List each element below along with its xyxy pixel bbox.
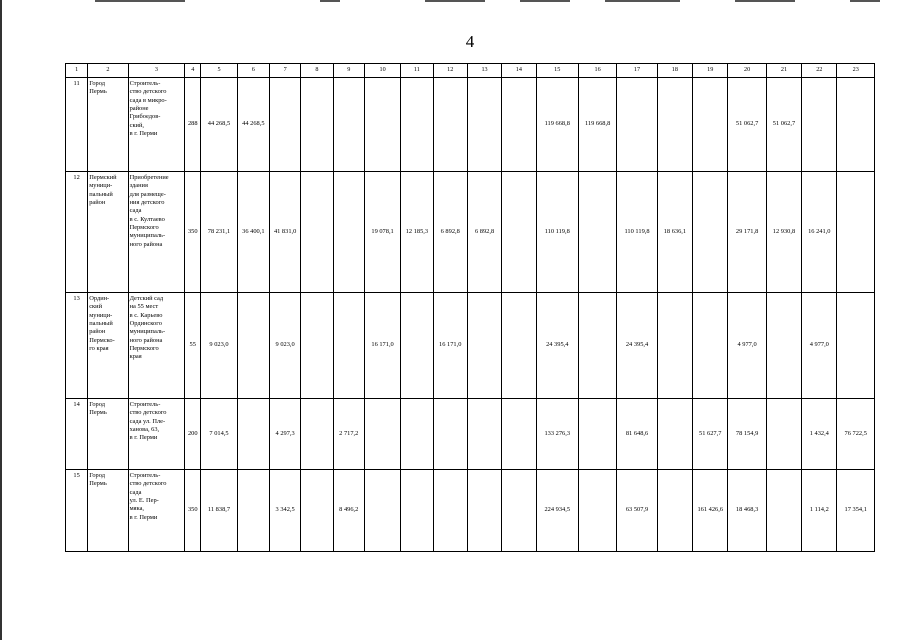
value-cell [467, 78, 501, 172]
object-line: ство детского [129, 88, 167, 96]
object-line: районе [129, 104, 149, 112]
value-cell [401, 293, 433, 399]
value-cell: 78 231,1 [201, 172, 237, 293]
object-line: ство детского [129, 409, 167, 417]
value-cell: 81 648,6 [617, 399, 657, 470]
value-cell [578, 399, 616, 470]
row-number: 13 [66, 293, 88, 399]
object-line: на 55 мест [129, 303, 159, 311]
value-cell [467, 293, 501, 399]
value-cell [693, 293, 728, 399]
object-line: здания [129, 182, 148, 190]
value-cell [502, 470, 536, 552]
object-line: Строитель- [129, 401, 161, 408]
column-header: 19 [693, 64, 728, 78]
value-cell: 41 831,0 [269, 172, 300, 293]
value-cell [502, 293, 536, 399]
object-cell [128, 172, 185, 293]
value-cell [657, 78, 692, 172]
value-cell [467, 470, 501, 552]
page-number: 4 [465, 32, 475, 51]
value-cell [837, 78, 875, 172]
object-line: сада ул. Пле- [129, 417, 166, 425]
value-cell [433, 399, 467, 470]
scan-artifact-top [0, 0, 905, 3]
column-header: 22 [802, 64, 837, 78]
municipality-cell [88, 172, 128, 293]
table-row [66, 470, 875, 552]
object-line: ного района [129, 240, 163, 248]
object-cell [128, 470, 185, 552]
column-header: 4 [185, 64, 201, 78]
value-cell: 119 668,8 [578, 78, 616, 172]
municipality-cell [88, 78, 128, 172]
object-line: Грибоедов- [129, 113, 161, 121]
value-cell [333, 293, 364, 399]
scan-artifact-left [0, 0, 2, 640]
object-line: Детский сад [129, 295, 164, 302]
column-header: 23 [837, 64, 875, 78]
object-line: Строитель- [129, 472, 161, 479]
value-cell [364, 78, 400, 172]
value-cell: 11 838,7 [201, 470, 237, 552]
row-number: 11 [66, 78, 88, 172]
value-cell [333, 172, 364, 293]
column-header: 7 [269, 64, 300, 78]
value-cell [269, 78, 300, 172]
municipality-line: муници- [89, 311, 113, 319]
municipality-cell [88, 470, 128, 552]
object-line: в с. Карьево [129, 311, 163, 319]
value-cell: 44 268,5 [237, 78, 269, 172]
value-cell: 110 119,8 [617, 172, 657, 293]
value-cell [301, 399, 333, 470]
object-line: в г. Перми [129, 513, 158, 521]
value-cell [502, 78, 536, 172]
value-cell [237, 293, 269, 399]
value-cell [364, 399, 400, 470]
value-cell: 51 062,7 [766, 78, 801, 172]
column-header: 9 [333, 64, 364, 78]
value-cell: 51 062,7 [728, 78, 766, 172]
row-number: 14 [66, 399, 88, 470]
value-cell: 18 636,1 [657, 172, 692, 293]
value-cell: 55 [185, 293, 201, 399]
column-header: 11 [401, 64, 433, 78]
value-cell: 63 507,9 [617, 470, 657, 552]
value-cell [837, 172, 875, 293]
municipality-line: пальный [89, 190, 113, 198]
value-cell: 6 892,8 [433, 172, 467, 293]
value-cell [237, 470, 269, 552]
object-line: муниципаль- [129, 232, 166, 240]
object-line: мяка, [129, 505, 145, 513]
object-line: края [129, 353, 142, 361]
value-cell: 3 342,5 [269, 470, 300, 552]
municipality-line: район [89, 198, 106, 206]
value-cell [766, 399, 801, 470]
value-cell [433, 470, 467, 552]
table-row [66, 172, 875, 293]
column-header: 3 [128, 64, 185, 78]
value-cell: 44 268,5 [201, 78, 237, 172]
object-line: ного района [129, 336, 163, 344]
value-cell [502, 399, 536, 470]
value-cell: 133 276,3 [536, 399, 578, 470]
value-cell: 1 432,4 [802, 399, 837, 470]
object-line: Приобретение [129, 174, 169, 181]
municipality-line: Город [89, 80, 106, 87]
value-cell: 350 [185, 470, 201, 552]
column-header: 12 [433, 64, 467, 78]
value-cell: 51 627,7 [693, 399, 728, 470]
value-cell: 12 930,8 [766, 172, 801, 293]
value-cell [837, 293, 875, 399]
municipality-line: го края [89, 344, 109, 352]
value-cell: 110 119,8 [536, 172, 578, 293]
value-cell: 288 [185, 78, 201, 172]
value-cell: 1 114,2 [802, 470, 837, 552]
value-cell: 12 185,3 [401, 172, 433, 293]
column-header: 8 [301, 64, 333, 78]
municipality-line: муници- [89, 182, 113, 190]
object-line: в г. Перми [129, 434, 158, 442]
value-cell: 16 171,0 [364, 293, 400, 399]
column-header: 15 [536, 64, 578, 78]
municipality-line: Пермь [89, 409, 107, 417]
value-cell [578, 172, 616, 293]
object-cell [128, 78, 185, 172]
value-cell [301, 293, 333, 399]
data-table [65, 63, 875, 552]
municipality-line: Город [89, 401, 106, 408]
value-cell: 4 297,3 [269, 399, 300, 470]
value-cell [301, 78, 333, 172]
municipality-line: Город [89, 472, 106, 479]
value-cell [657, 399, 692, 470]
value-cell: 9 023,0 [269, 293, 300, 399]
value-cell [693, 78, 728, 172]
object-line: Ординского [129, 319, 162, 327]
value-cell [401, 470, 433, 552]
value-cell: 16 241,0 [802, 172, 837, 293]
value-cell: 161 426,6 [693, 470, 728, 552]
column-header: 17 [617, 64, 657, 78]
value-cell: 18 468,3 [728, 470, 766, 552]
value-cell [301, 172, 333, 293]
municipality-line: Пермь [89, 88, 107, 96]
value-cell [502, 172, 536, 293]
row-number: 12 [66, 172, 88, 293]
object-line: Пермского [129, 344, 159, 352]
column-header: 1 [66, 64, 88, 78]
value-cell: 24 395,4 [617, 293, 657, 399]
value-cell: 200 [185, 399, 201, 470]
value-cell [401, 399, 433, 470]
value-cell: 350 [185, 172, 201, 293]
object-line: Пермского [129, 223, 159, 231]
header-row [66, 64, 875, 78]
column-header: 6 [237, 64, 269, 78]
municipality-line: ский [89, 303, 103, 311]
column-header: 5 [201, 64, 237, 78]
value-cell [364, 470, 400, 552]
column-header: 18 [657, 64, 692, 78]
object-line: для размеще- [129, 190, 166, 198]
value-cell: 4 977,0 [802, 293, 837, 399]
value-cell [433, 78, 467, 172]
value-cell: 8 496,2 [333, 470, 364, 552]
value-cell [237, 399, 269, 470]
value-cell [657, 470, 692, 552]
column-header: 20 [728, 64, 766, 78]
table-row [66, 399, 875, 470]
column-header: 21 [766, 64, 801, 78]
object-line: сада в микро- [129, 96, 167, 104]
municipality-line: Пермь [89, 480, 107, 488]
object-line: сада [129, 488, 142, 496]
value-cell [617, 78, 657, 172]
value-cell: 2 717,2 [333, 399, 364, 470]
value-cell: 19 078,1 [364, 172, 400, 293]
table-row [66, 293, 875, 399]
object-line: ство детского [129, 480, 167, 488]
value-cell [657, 293, 692, 399]
object-line: ул. Е. Пер- [129, 496, 159, 504]
value-cell: 76 722,5 [837, 399, 875, 470]
value-cell: 6 892,8 [467, 172, 501, 293]
column-header: 2 [88, 64, 128, 78]
municipality-cell [88, 399, 128, 470]
value-cell: 24 395,4 [536, 293, 578, 399]
municipality-line: район [89, 328, 106, 336]
value-cell [578, 293, 616, 399]
municipality-line: Ордин- [89, 295, 110, 302]
object-line: ханова, 63, [129, 425, 160, 433]
object-line: муниципаль- [129, 328, 166, 336]
column-header: 13 [467, 64, 501, 78]
value-cell [467, 399, 501, 470]
value-cell: 29 171,8 [728, 172, 766, 293]
value-cell: 9 023,0 [201, 293, 237, 399]
object-line: ский, [129, 121, 144, 129]
value-cell [693, 172, 728, 293]
table-row [66, 78, 875, 172]
value-cell [766, 293, 801, 399]
value-cell: 78 154,9 [728, 399, 766, 470]
value-cell: 7 014,5 [201, 399, 237, 470]
value-cell: 16 171,0 [433, 293, 467, 399]
municipality-line: Пермский [89, 174, 117, 181]
row-number: 15 [66, 470, 88, 552]
value-cell: 17 354,1 [837, 470, 875, 552]
value-cell: 224 934,5 [536, 470, 578, 552]
object-cell [128, 293, 185, 399]
value-cell [766, 470, 801, 552]
object-line: в с. Култаево [129, 215, 165, 223]
municipality-cell [88, 293, 128, 399]
value-cell [578, 470, 616, 552]
column-header: 14 [502, 64, 536, 78]
column-header: 10 [364, 64, 400, 78]
object-line: ния детского [129, 198, 165, 206]
value-cell: 119 668,8 [536, 78, 578, 172]
value-cell [401, 78, 433, 172]
municipality-line: пальный [89, 319, 113, 327]
value-cell [802, 78, 837, 172]
column-header: 16 [578, 64, 616, 78]
object-cell [128, 399, 185, 470]
value-cell [333, 78, 364, 172]
object-line: сада [129, 207, 142, 215]
value-cell [301, 470, 333, 552]
value-cell: 4 977,0 [728, 293, 766, 399]
value-cell: 36 400,1 [237, 172, 269, 293]
municipality-line: Пермско- [89, 336, 115, 344]
object-line: Строитель- [129, 80, 161, 87]
object-line: в г. Перми [129, 129, 158, 137]
